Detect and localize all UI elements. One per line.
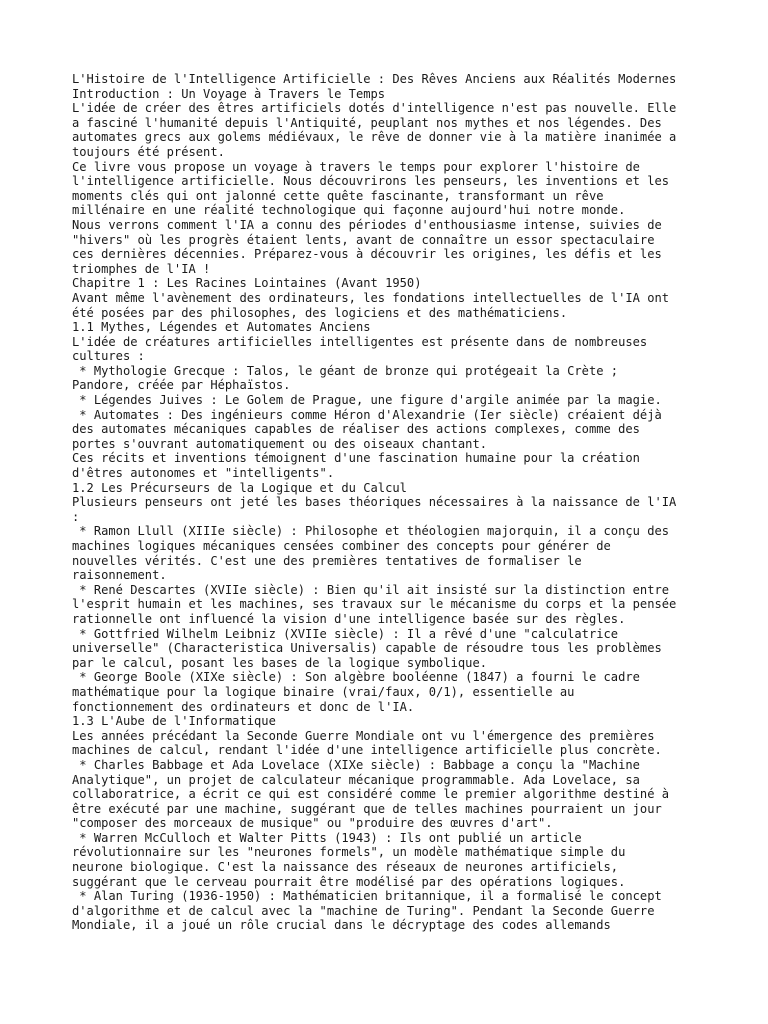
text-line: été posées par des philosophes, des logiciens et des mathématiciens.: [72, 305, 568, 320]
text-line: machines de calcul, rendant l'idée d'une intelligence artificielle plus concrète.: [72, 743, 662, 758]
text-line: triomphes de l'IA !: [72, 261, 211, 276]
text-line: moments clés qui ont jalonné cette quête fascinante, transformant un rêve: [72, 188, 604, 203]
document-page: [72, 72, 712, 933]
section-heading: 1.1 Mythes, Légendes et Automates Anciens: [72, 320, 371, 335]
text-line: neurone biologique. C'est la naissance des réseaux de neurones artificiels,: [72, 860, 619, 875]
text-line: cultures :: [72, 349, 145, 364]
text-line: suggérant que le cerveau pourrait être modélisé par des opérations logiques.: [72, 874, 626, 889]
text-line: Ces récits et inventions témoignent d'une fascination humaine pour la création: [72, 451, 640, 466]
text-line: l'intelligence artificielle. Nous découvrirons les penseurs, les inventions et les: [72, 174, 670, 189]
text-line: Analytique", un projet de calculateur mécanique programmable. Ada Lovelace, sa: [72, 772, 640, 787]
text-line: universelle" (Characteristica Universalis) capable de résoudre tous les problèmes: [72, 641, 662, 656]
text-line: toujours été présent.: [72, 144, 225, 159]
text-line: nouvelles vérités. C'est une des premières tentatives de formaliser le: [72, 553, 582, 568]
introduction-heading: Introduction : Un Voyage à Travers le Temps: [72, 86, 386, 101]
text-line: d'êtres autonomes et "intelligents".: [72, 466, 335, 481]
text-line: Plusieurs penseurs ont jeté les bases théoriques nécessaires à la naissance de l'IA: [72, 495, 677, 510]
text-line: fonctionnement des ordinateurs et donc de l'IA.: [72, 699, 415, 714]
text-line: L'idée de créer des êtres artificiels dotés d'intelligence n'est pas nouvelle. Elle: [72, 101, 677, 116]
text-line: d'algorithme et de calcul avec la "machine de Turing". Pendant la Seconde Guerre: [72, 903, 655, 918]
text-line: Pandore, créée par Héphaïstos.: [72, 378, 291, 393]
list-item: * René Descartes (XVIIe siècle) : Bien qu'il ait insisté sur la distinction entre: [72, 582, 670, 597]
list-item: * Charles Babbage et Ada Lovelace (XIXe siècle) : Babbage a conçu la "Machine: [72, 757, 640, 772]
list-item: * Mythologie Grecque : Talos, le géant de bronze qui protégeait la Crète ;: [72, 363, 619, 378]
text-line: raisonnement.: [72, 568, 167, 583]
list-item: * Warren McCulloch et Walter Pitts (1943) : Ils ont publié un article: [72, 830, 582, 845]
text-line: "hivers" où les progrès étaient lents, avant de connaître un essor spectaculaire: [72, 232, 655, 247]
text-line: Les années précédant la Seconde Guerre Mondiale ont vu l'émergence des premières: [72, 728, 655, 743]
text-line: Mondiale, il a joué un rôle crucial dans le décryptage des codes allemands: [72, 918, 611, 933]
list-item: * Alan Turing (1936-1950) : Mathématicien britannique, il a formalisé le concept: [72, 889, 662, 904]
section-heading: 1.2 Les Précurseurs de la Logique et du Calcul: [72, 480, 407, 495]
text-line: révolutionnaire sur les "neurones formels", un modèle mathématique simple du: [72, 845, 626, 860]
text-line: Ce livre vous propose un voyage à travers le temps pour explorer l'histoire de: [72, 159, 640, 174]
text-line: Avant même l'avènement des ordinateurs, les fondations intellectuelles de l'IA ont: [72, 290, 670, 305]
chapter-heading: Chapitre 1 : Les Racines Lointaines (Avant 1950): [72, 276, 422, 291]
text-line: a fasciné l'humanité depuis l'Antiquité, peuplant nos mythes et nos légendes. Des: [72, 115, 662, 130]
document-title: L'Histoire de l'Intelligence Artificielle : Des Rêves Anciens aux Réalités Modernes: [72, 72, 677, 86]
text-line: millénaire en une réalité technologique qui façonne aujourd'hui notre monde.: [72, 203, 626, 218]
text-line: ces dernières décennies. Préparez-vous à découvrir les origines, les défis et les: [72, 247, 662, 262]
list-item: * Gottfried Wilhelm Leibniz (XVIIe siècle) : Il a rêvé d'une "calculatrice: [72, 626, 619, 641]
list-item: * George Boole (XIXe siècle) : Son algèbre booléenne (1847) a fourni le cadre: [72, 670, 640, 685]
text-line: être exécuté par une machine, suggérant que de telles machines pourraient un jour: [72, 801, 662, 816]
text-line: collaboratrice, a écrit ce qui est considéré comme le premier algorithme destiné à: [72, 787, 670, 802]
text-line: :: [72, 509, 80, 524]
text-line: des automates mécaniques capables de réaliser des actions complexes, comme des: [72, 422, 640, 437]
text-line: rationnelle ont influencé la vision d'une intelligence basée sur des règles.: [72, 611, 626, 626]
list-item: * Légendes Juives : Le Golem de Prague, une figure d'argile animée par la magie.: [72, 393, 662, 408]
text-line: L'idée de créatures artificielles intelligentes est présente dans de nombreuses: [72, 334, 648, 349]
text-line: l'esprit humain et les machines, ses travaux sur le mécanisme du corps et la pensée: [72, 597, 677, 612]
text-line: par le calcul, posant les bases de la logique symbolique.: [72, 655, 488, 670]
text-line: mathématique pour la logique binaire (vrai/faux, 0/1), essentielle au: [72, 684, 575, 699]
list-item: * Automates : Des ingénieurs comme Héron d'Alexandrie (Ier siècle) créaient déjà: [72, 407, 662, 422]
list-item: * Ramon Llull (XIIIe siècle) : Philosophe et théologien majorquin, il a conçu des: [72, 524, 670, 539]
text-line: automates grecs aux golems médiévaux, le rêve de donner vie à la matière inanimée a: [72, 130, 677, 145]
text-line: machines logiques mécaniques censées combiner des concepts pour générer de: [72, 539, 611, 553]
text-line: portes s'ouvrant automatiquement ou des oiseaux chantant.: [72, 436, 488, 451]
text-line: "composer des morceaux de musique" ou "produire des œuvres d'art".: [72, 816, 553, 831]
section-heading: 1.3 L'Aube de l'Informatique: [72, 714, 276, 729]
text-line: Nous verrons comment l'IA a connu des périodes d'enthousiasme intense, suivies de: [72, 217, 662, 232]
